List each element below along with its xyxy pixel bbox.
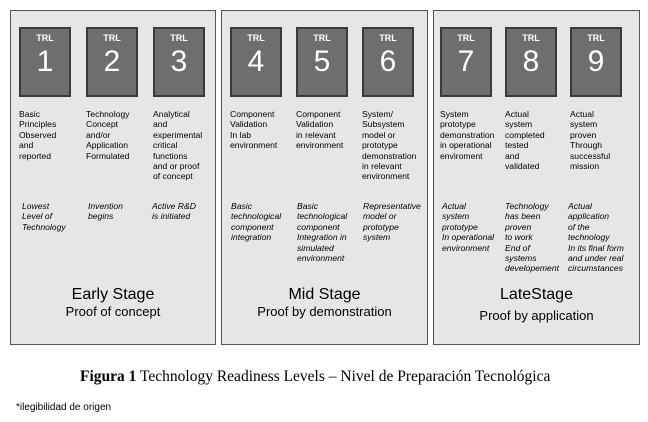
stage-label-early	[11, 286, 215, 320]
trl-description: Actual system completed tested and validated	[505, 109, 545, 172]
trl-level-1	[19, 27, 77, 161]
trl-level-8	[505, 27, 563, 171]
stage-subtitle: Proof by application	[479, 308, 594, 323]
trl-number: 3	[170, 45, 188, 78]
trl-description: System/ Subsystem model or prototype demonstration in relevant environment	[362, 109, 417, 182]
trl-number: 2	[103, 45, 121, 78]
trl-box-5	[296, 27, 348, 97]
trl-box-8	[505, 27, 557, 97]
trl-box-3	[153, 27, 205, 97]
trl-label: TRL	[379, 33, 397, 43]
stage-panel-late	[433, 10, 640, 345]
trl-note-6: Representative model or prototype system	[363, 201, 421, 243]
trl-description: Basic Principles Observed and reported	[19, 109, 57, 161]
trl-level-3	[153, 27, 211, 182]
stage-subtitle: Proof by demonstration	[257, 304, 392, 319]
trl-note-5: Basic technological component Integration in simulated environment	[297, 201, 348, 264]
trl-note-3: Active R&D is initiated	[152, 201, 196, 222]
trl-label: TRL	[247, 33, 265, 43]
trl-note-4: Basic technological component integration	[231, 201, 282, 243]
trl-number: 8	[522, 45, 540, 78]
figure-title: Technology Readiness Levels – Nivel de Preparación Tecnológica	[140, 368, 551, 385]
stage-name: Early Stage	[71, 286, 155, 303]
trl-box-6	[362, 27, 414, 97]
trl-label: TRL	[103, 33, 121, 43]
trl-level-5	[296, 27, 354, 151]
trl-note-7: Actual system prototype In operational environment	[442, 201, 495, 253]
trl-label: TRL	[313, 33, 331, 43]
trl-note-1: Lowest Level of Technology	[22, 201, 66, 232]
trl-description: Component Validation In lab environment	[230, 109, 278, 151]
trl-label: TRL	[457, 33, 475, 43]
stage-name: Mid Stage	[288, 286, 361, 303]
trl-level-6	[362, 27, 420, 182]
trl-description: Actual system proven Through successful mission	[570, 109, 611, 172]
trl-description: System prototype demonstration in operational enviroment	[440, 109, 495, 161]
stage-subtitle: Proof of concept	[65, 304, 161, 319]
stage-panel-early	[10, 10, 216, 345]
trl-level-9	[570, 27, 628, 171]
trl-label: TRL	[522, 33, 540, 43]
figure-caption	[80, 368, 550, 386]
trl-box-4	[230, 27, 282, 97]
trl-number: 4	[247, 45, 265, 78]
trl-box-9	[570, 27, 622, 97]
stage-panel-mid	[221, 10, 428, 345]
trl-description: Technology Concept and/or Application Formulated	[86, 109, 130, 161]
trl-number: 9	[587, 45, 605, 78]
trl-level-4	[230, 27, 288, 151]
trl-number: 5	[313, 45, 331, 78]
trl-description: Analytical and experimental critical functions and or proof of concept	[153, 109, 203, 182]
trl-number: 1	[36, 45, 54, 78]
trl-description: Component Validation in relevant environment	[296, 109, 344, 151]
trl-note-8: Technology has been proven to work End of systems developement	[505, 201, 559, 274]
trl-number: 7	[457, 45, 475, 78]
trl-note-2: Invention begins	[88, 201, 123, 222]
footnote: *ilegibilidad de origen	[16, 402, 112, 413]
figure-label: Figura 1	[80, 368, 137, 385]
trl-box-1	[19, 27, 71, 97]
stage-label-late	[434, 286, 639, 324]
trl-label: TRL	[36, 33, 54, 43]
trl-level-2	[86, 27, 144, 161]
trl-note-9: Actual application of the technology In its final form and under real circumstances	[568, 201, 624, 274]
stage-label-mid	[222, 286, 427, 320]
trl-number: 6	[379, 45, 397, 78]
trl-label: TRL	[587, 33, 605, 43]
trl-label: TRL	[170, 33, 188, 43]
trl-box-7	[440, 27, 492, 97]
stage-name: LateStage	[500, 286, 573, 303]
trl-level-7	[440, 27, 498, 161]
trl-box-2	[86, 27, 138, 97]
